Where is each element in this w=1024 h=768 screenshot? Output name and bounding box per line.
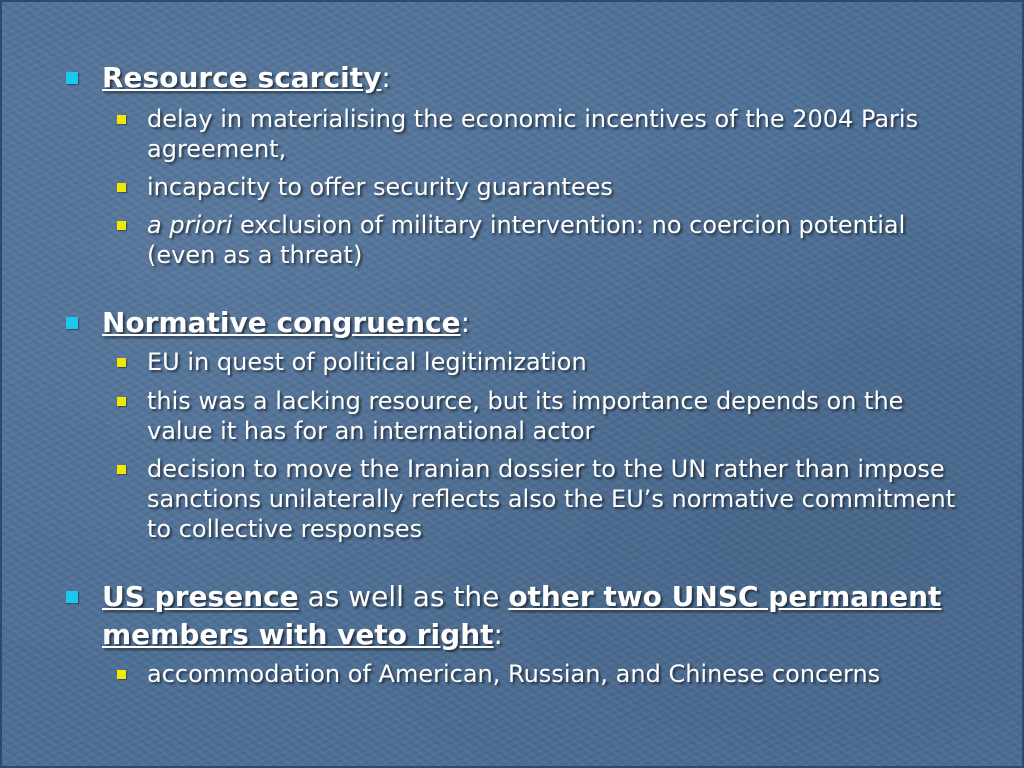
list-item xyxy=(147,104,967,164)
section-heading: US presence xyxy=(102,580,299,613)
level1-bullet-icon xyxy=(66,591,78,603)
level2-bullet-icon xyxy=(117,115,126,124)
list-item xyxy=(147,454,967,544)
list-item-text: incapacity to offer security guarantees xyxy=(147,173,613,201)
level1-bullet-icon xyxy=(66,72,78,84)
heading-suffix: : xyxy=(460,306,471,339)
list-item xyxy=(147,386,967,446)
section-us-presence xyxy=(102,578,982,654)
list-item xyxy=(147,210,967,270)
section-heading: Resource scarcity xyxy=(102,61,382,94)
heading-suffix: : xyxy=(493,618,503,651)
level2-bullet-icon xyxy=(117,183,126,192)
list-item-text: accommodation of American, Russian, and Chinese concerns xyxy=(147,660,881,688)
level2-bullet-icon xyxy=(117,670,126,679)
section-heading-2: other two UNSC permanent members with veto right xyxy=(102,580,942,651)
list-item xyxy=(147,659,967,689)
heading-middle: as well as the xyxy=(298,580,509,613)
list-item-text: exclusion of military intervention: no coercion potential (even as a threat) xyxy=(147,211,906,269)
list-item xyxy=(147,347,967,377)
heading-suffix: : xyxy=(381,61,391,94)
list-item xyxy=(147,172,967,202)
list-item-text: delay in materialising the economic incentives of the 2004 Paris agreement, xyxy=(147,105,919,163)
list-item-text: decision to move the Iranian dossier to the UN rather than impose sanctions unilaterally reflects also the EU’s normative commitment to collective responses xyxy=(147,455,956,543)
level2-bullet-icon xyxy=(117,221,126,230)
section-resource-scarcity xyxy=(102,59,982,97)
section-heading: Normative congruence xyxy=(102,306,461,339)
level2-bullet-icon xyxy=(117,358,126,367)
list-item-text: this was a lacking resource, but its importance depends on the value it has for an international actor xyxy=(147,387,904,445)
level1-bullet-icon xyxy=(66,317,78,329)
italic-term: a priori xyxy=(147,211,233,239)
section-normative-congruence xyxy=(102,304,982,342)
level2-bullet-icon xyxy=(117,397,126,406)
level2-bullet-icon xyxy=(117,465,126,474)
list-item-text: EU in quest of political legitimization xyxy=(147,348,587,376)
